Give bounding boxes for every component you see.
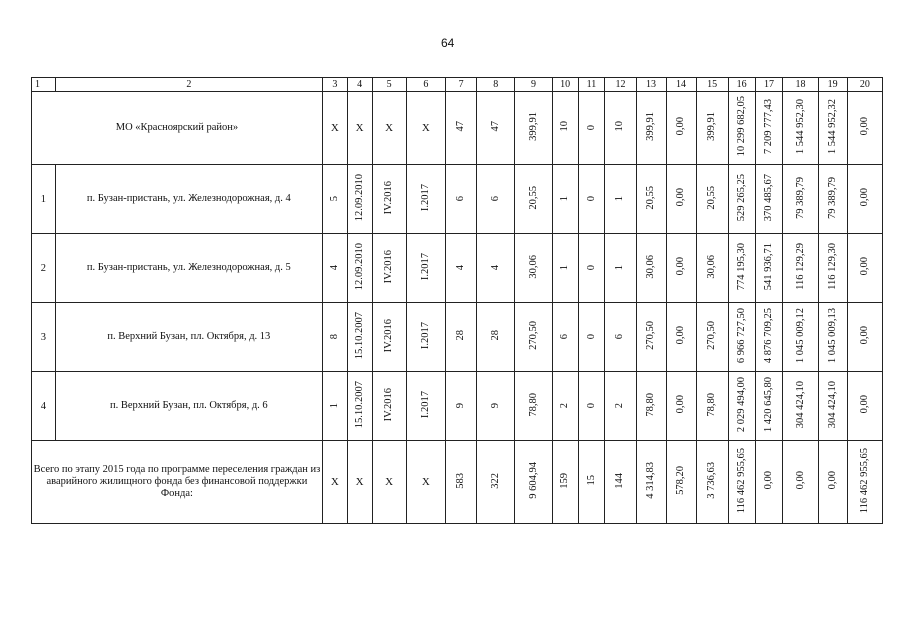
table-cell: Х: [347, 92, 372, 165]
cell-text: 322: [489, 472, 501, 489]
table-cell: [666, 303, 696, 372]
table-cell: [847, 441, 882, 524]
cell-text: 15: [585, 475, 597, 486]
table-cell: [818, 372, 847, 441]
table-cell: [605, 234, 636, 303]
table-cell: Х: [347, 441, 372, 524]
table-cell: [696, 92, 728, 165]
table-cell: Х: [406, 441, 445, 524]
cell-text: 0,00: [858, 117, 870, 136]
cell-text: 78,80: [527, 392, 539, 417]
table-cell: [552, 303, 578, 372]
table-cell: [783, 234, 818, 303]
header-cell: 8: [477, 78, 515, 92]
cell-text: 399,91: [645, 112, 656, 141]
table-cell: [847, 372, 882, 441]
cell-text: 20,55: [645, 185, 656, 210]
cell-text: 4 314,83: [645, 462, 656, 499]
page-number: 64: [441, 36, 455, 50]
table-cell: [372, 372, 406, 441]
table-cell: [578, 234, 605, 303]
cell-text: 270,50: [706, 321, 718, 350]
cell-text: 144: [614, 472, 626, 489]
table-cell: [372, 165, 406, 234]
table-row: [32, 303, 883, 372]
table-row: [32, 372, 883, 441]
table-cell: [552, 234, 578, 303]
header-row: [32, 78, 883, 92]
table-cell: [322, 303, 347, 372]
table-cell: [477, 372, 515, 441]
table-cell: [755, 165, 783, 234]
cell-text: 1 420 645,80: [762, 376, 774, 433]
cell-text: 6: [489, 196, 501, 202]
house-address: п. Бузан-пристань, ул. Железнодорожная, д. 5: [55, 234, 322, 303]
cell-text: 1: [614, 196, 626, 202]
cell-text: 0,00: [675, 188, 687, 207]
table-cell: [818, 303, 847, 372]
table-cell: [818, 441, 847, 524]
cell-text: 0,00: [858, 326, 870, 345]
table-cell: [605, 372, 636, 441]
total-label: Всего по этапу 2015 года по программе переселения граждан из аварийного жилищного фонда без финансовой поддержки Фонда:: [32, 441, 323, 524]
cell-text: 6 966 727,50: [735, 307, 747, 364]
table-cell: [783, 92, 818, 165]
cell-text: 1: [559, 196, 571, 202]
cell-text: 0,00: [675, 395, 687, 414]
table-cell: [847, 303, 882, 372]
table-cell: [605, 92, 636, 165]
cell-text: 0,00: [858, 188, 870, 207]
table-cell: [406, 165, 445, 234]
cell-text: 1 544 952,32: [826, 98, 838, 155]
district-name: МО «Красноярский район»: [32, 92, 323, 165]
table-cell: [446, 372, 477, 441]
total-row: [32, 441, 883, 524]
cell-text: 5: [328, 196, 340, 202]
table-cell: [446, 165, 477, 234]
table-cell: [818, 165, 847, 234]
table-cell: [696, 303, 728, 372]
cell-text: 20,55: [706, 185, 718, 210]
table-cell: [347, 372, 372, 441]
table-cell: [372, 303, 406, 372]
table-cell: [666, 165, 696, 234]
house-address: п. Бузан-пристань, ул. Железнодорожная, д. 4: [55, 165, 322, 234]
cell-text: I.2017: [419, 321, 431, 350]
table-cell: [783, 303, 818, 372]
table-cell: [406, 372, 445, 441]
cell-text: 541 936,71: [762, 242, 774, 291]
cell-text: 116 129,30: [826, 243, 838, 290]
cell-text: 0: [585, 334, 597, 340]
cell-text: 78,80: [706, 392, 718, 417]
cell-text: I.2017: [419, 252, 431, 281]
cell-text: 6: [614, 334, 626, 340]
cell-text: 0,00: [858, 257, 870, 276]
table-cell: [446, 234, 477, 303]
cell-text: 370 485,67: [762, 173, 774, 222]
table-cell: [666, 372, 696, 441]
cell-text: 0,00: [675, 326, 687, 345]
table-cell: [552, 92, 578, 165]
cell-text: 9: [489, 403, 501, 409]
header-cell: 4: [347, 78, 372, 92]
cell-text: IV.2016: [383, 318, 395, 353]
table-cell: [636, 372, 666, 441]
cell-text: 15.10.2007: [353, 311, 365, 360]
cell-text: 0: [585, 125, 597, 131]
cell-text: 4: [328, 265, 340, 271]
cell-text: 8: [328, 334, 340, 340]
table-cell: [755, 372, 783, 441]
table-cell: [406, 303, 445, 372]
cell-text: 79 389,79: [794, 176, 806, 219]
table-cell: [728, 92, 755, 165]
header-cell: 7: [446, 78, 477, 92]
cell-text: 0: [585, 196, 597, 202]
cell-text: 12.09.2010: [353, 242, 365, 291]
table-cell: [578, 441, 605, 524]
table-cell: [347, 303, 372, 372]
header-cell: 1: [32, 78, 56, 92]
table-cell: [636, 234, 666, 303]
cell-text: 0,00: [762, 471, 774, 490]
cell-text: 47: [489, 121, 501, 132]
house-address: п. Верхний Бузан, пл. Октября, д. 6: [55, 372, 322, 441]
row-number: 3: [32, 303, 56, 372]
cell-text: 529 265,25: [735, 173, 747, 222]
table-cell: [477, 92, 515, 165]
cell-text: 78,80: [645, 392, 656, 417]
header-cell: 16: [728, 78, 755, 92]
cell-text: 10 299 682,05: [735, 96, 747, 157]
table-row: [32, 165, 883, 234]
table-cell: [728, 372, 755, 441]
header-cell: 18: [783, 78, 818, 92]
table-cell: [578, 92, 605, 165]
table-cell: [578, 303, 605, 372]
table-cell: [515, 165, 552, 234]
table-cell: [552, 441, 578, 524]
table-cell: [636, 165, 666, 234]
table-cell: [347, 234, 372, 303]
row-number: 2: [32, 234, 56, 303]
header-cell: 9: [515, 78, 552, 92]
cell-text: 28: [455, 330, 467, 341]
table-cell: [605, 441, 636, 524]
table-cell: [605, 303, 636, 372]
table-cell: [847, 92, 882, 165]
header-cell: 3: [322, 78, 347, 92]
table-cell: [666, 234, 696, 303]
cell-text: 399,91: [706, 112, 718, 141]
table-cell: [322, 372, 347, 441]
table-row: [32, 234, 883, 303]
table-cell: [728, 165, 755, 234]
cell-text: 4: [489, 265, 501, 271]
table-cell: [446, 441, 477, 524]
header-cell: 15: [696, 78, 728, 92]
cell-text: 1: [559, 265, 571, 271]
table-cell: [636, 303, 666, 372]
cell-text: 116 129,29: [794, 243, 806, 290]
cell-text: 2: [614, 403, 626, 409]
table-cell: [666, 92, 696, 165]
cell-text: 116 462 955,65: [735, 447, 747, 514]
table-cell: [783, 441, 818, 524]
table-cell: Х: [322, 441, 347, 524]
cell-text: 10: [614, 121, 626, 132]
table-cell: [477, 234, 515, 303]
header-cell: 19: [818, 78, 847, 92]
header-cell: 13: [636, 78, 666, 92]
table-cell: [728, 441, 755, 524]
cell-text: 30,06: [706, 254, 718, 279]
table-cell: [347, 165, 372, 234]
table-cell: [322, 165, 347, 234]
row-number: 4: [32, 372, 56, 441]
table-cell: [728, 234, 755, 303]
table-cell: [446, 303, 477, 372]
table-cell: [847, 165, 882, 234]
cell-text: 1: [614, 265, 626, 271]
cell-text: 3 736,63: [706, 462, 718, 499]
cell-text: 304 424,10: [826, 380, 838, 429]
cell-text: 0,00: [826, 471, 838, 490]
header-cell: 11: [578, 78, 605, 92]
cell-text: IV.2016: [383, 180, 395, 215]
cell-text: 12.09.2010: [353, 173, 365, 222]
table-cell: [515, 372, 552, 441]
cell-text: 0: [585, 265, 597, 271]
table-cell: [818, 234, 847, 303]
table-cell: [755, 234, 783, 303]
table-cell: [818, 92, 847, 165]
cell-text: 774 195,30: [735, 242, 747, 291]
table-cell: [477, 303, 515, 372]
table-cell: [477, 165, 515, 234]
table-cell: [515, 303, 552, 372]
table-cell: Х: [372, 441, 406, 524]
cell-text: 30,06: [645, 254, 656, 279]
table-cell: [696, 372, 728, 441]
cell-text: 4: [455, 265, 467, 271]
table-cell: [322, 234, 347, 303]
table-cell: [755, 303, 783, 372]
table-cell: [578, 372, 605, 441]
cell-text: 0,00: [858, 395, 870, 414]
district-row: [32, 92, 883, 165]
table-cell: [636, 441, 666, 524]
table-cell: [446, 92, 477, 165]
row-number: 1: [32, 165, 56, 234]
cell-text: 6: [559, 334, 571, 340]
table-cell: [515, 234, 552, 303]
table-cell: Х: [322, 92, 347, 165]
cell-text: I.2017: [419, 390, 431, 419]
cell-text: 9: [455, 403, 467, 409]
table-cell: [666, 441, 696, 524]
cell-text: 0,00: [794, 471, 806, 490]
resettlement-table: [31, 77, 883, 524]
table-cell: [755, 441, 783, 524]
cell-text: 15.10.2007: [353, 380, 365, 429]
header-cell: 2: [55, 78, 322, 92]
cell-text: 9 604,94: [527, 462, 539, 499]
table-cell: [578, 165, 605, 234]
cell-text: 30,06: [527, 254, 539, 279]
table-cell: Х: [372, 92, 406, 165]
header-cell: 20: [847, 78, 882, 92]
table-cell: [477, 441, 515, 524]
cell-text: IV.2016: [383, 249, 395, 284]
cell-text: 79 389,79: [826, 176, 838, 219]
table-cell: [406, 234, 445, 303]
table-cell: [552, 372, 578, 441]
cell-text: 47: [455, 121, 467, 132]
cell-text: 1: [328, 403, 340, 409]
cell-text: I.2017: [419, 183, 431, 212]
cell-text: 399,91: [527, 112, 539, 141]
cell-text: 20,55: [527, 185, 539, 210]
cell-text: 4 876 709,25: [762, 307, 774, 364]
table-cell: [515, 441, 552, 524]
house-address: п. Верхний Бузан, пл. Октября, д. 13: [55, 303, 322, 372]
cell-text: 6: [455, 196, 467, 202]
table-cell: [696, 234, 728, 303]
table-cell: [755, 92, 783, 165]
table-cell: [605, 165, 636, 234]
cell-text: 0: [585, 403, 597, 409]
cell-text: 0,00: [675, 257, 687, 276]
table-cell: [728, 303, 755, 372]
cell-text: 304 424,10: [794, 380, 806, 429]
table-cell: [696, 165, 728, 234]
cell-text: 2: [559, 403, 571, 409]
table-cell: [847, 234, 882, 303]
header-cell: 12: [605, 78, 636, 92]
cell-text: 7 209 777,43: [762, 98, 774, 155]
cell-text: 2 029 494,00: [735, 376, 747, 433]
header-cell: 14: [666, 78, 696, 92]
cell-text: 583: [455, 472, 467, 489]
cell-text: 159: [559, 472, 571, 489]
cell-text: 28: [489, 330, 501, 341]
cell-text: 116 462 955,65: [858, 447, 870, 514]
cell-text: 10: [559, 121, 571, 132]
cell-text: 270,50: [645, 321, 656, 350]
header-cell: 6: [406, 78, 445, 92]
table-cell: [552, 165, 578, 234]
table-cell: [783, 165, 818, 234]
table-cell: [696, 441, 728, 524]
table-cell: [515, 92, 552, 165]
header-cell: 5: [372, 78, 406, 92]
cell-text: 1 045 009,13: [826, 307, 838, 364]
header-cell: 10: [552, 78, 578, 92]
table-cell: [372, 234, 406, 303]
table-cell: [636, 92, 666, 165]
table-cell: [783, 372, 818, 441]
header-cell: 17: [755, 78, 783, 92]
cell-text: IV.2016: [383, 387, 395, 422]
cell-text: 1 544 952,30: [794, 98, 806, 155]
cell-text: 1 045 009,12: [794, 307, 806, 364]
cell-text: 270,50: [527, 321, 539, 350]
cell-text: 578,20: [675, 466, 687, 495]
cell-text: 0,00: [675, 117, 687, 136]
table-cell: Х: [406, 92, 445, 165]
